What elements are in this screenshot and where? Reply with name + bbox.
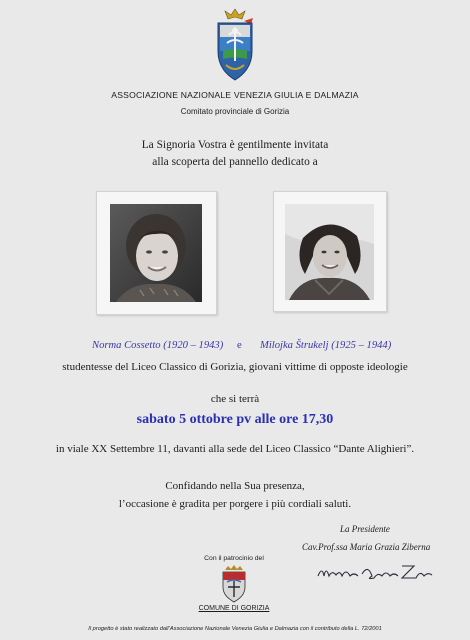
comune-name: COMUNE DI GORIZIA: [198, 605, 270, 612]
person-2-years: (1925 – 1944): [331, 340, 392, 351]
committee-name: Comitato provinciale di Gorizia: [180, 107, 290, 116]
portrait-milojka-strukelj: [273, 191, 387, 312]
organization-name: ASSOCIAZIONE NAZIONALE VENEZIA GIULIA E DALMAZIA: [111, 90, 359, 100]
footer-note: Il progetto è stato realizzato dall’Associazione Nazionale Venezia Giulia e Dalmazia con il contributo della L. 72/2001: [88, 626, 382, 632]
person-1-label: [92, 340, 223, 351]
closing-line-1: Confidando nella Sua presenza,: [165, 480, 305, 492]
event-address: in viale XX Settembre 11, davanti alla sede del Liceo Classico “Dante Alighieri”.: [55, 443, 415, 455]
gorizia-crest-icon: [219, 565, 249, 603]
person-1-years: (1920 – 1943): [163, 340, 224, 351]
portrait-norma-cossetto: [96, 191, 217, 315]
event-intro: che si terrà: [210, 393, 260, 405]
portrait-photo: [110, 204, 202, 302]
patronage-label: Con il patrocinio del: [204, 555, 264, 562]
person-2-name: Milojka Štrukelj: [260, 340, 329, 351]
students-description: studentesse del Liceo Classico di Gorizia, giovani vittime di opposte ideologie: [62, 361, 408, 373]
person-2-label: [260, 340, 391, 351]
names-conjunction: e: [237, 340, 242, 351]
invitation-line-1: La Signoria Vostra è gentilmente invitata: [141, 139, 329, 151]
person-1-name: Norma Cossetto: [92, 340, 161, 351]
president-name: Cav.Prof.ssa Maria Grazia Ziberna: [302, 542, 431, 552]
invitation-line-2: alla scoperta del pannello dedicato a: [152, 156, 318, 168]
closing-line-2: l’occasione è gradita per porgere i più cordiali saluti.: [118, 498, 352, 510]
organization-crest-icon: [211, 7, 259, 83]
event-date: sabato 5 ottobre pv alle ore 17,30: [136, 412, 334, 427]
portrait-photo: [285, 204, 374, 300]
president-title: La Presidente: [340, 524, 390, 534]
handwritten-signature: [314, 560, 434, 584]
